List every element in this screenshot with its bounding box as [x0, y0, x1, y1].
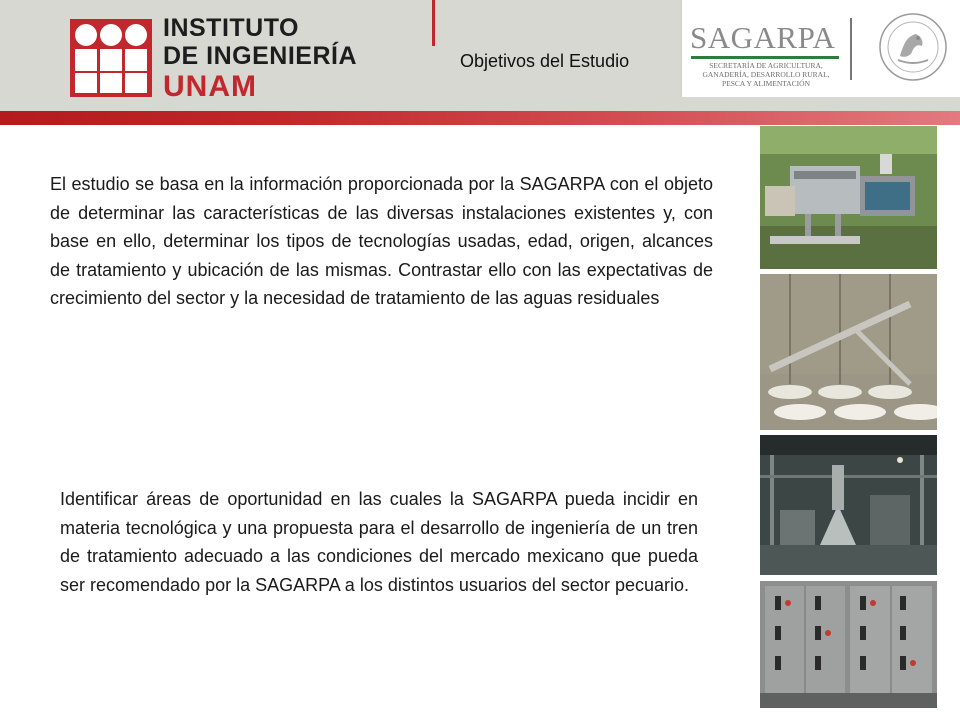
indoor-tanks-photo [760, 435, 937, 575]
sagarpa-name: SAGARPA [690, 20, 836, 55]
institute-name-line1: INSTITUTO [163, 14, 299, 42]
logo-circle [75, 24, 97, 46]
logo-square [100, 49, 122, 71]
sagarpa-separator [850, 18, 852, 80]
logo-square [75, 49, 97, 71]
institute-name-line3: UNAM [163, 70, 257, 103]
logo-circle [100, 24, 122, 46]
logo-square [125, 73, 147, 93]
logo-circle [125, 24, 147, 46]
control-panel-photo [760, 581, 937, 708]
header-band [0, 0, 960, 111]
header-divider [432, 0, 435, 46]
header-red-strip [0, 111, 960, 125]
treatment-plant-photo [760, 126, 937, 269]
logo-square [125, 49, 147, 71]
sagarpa-green-rule [691, 56, 839, 59]
sagarpa-subtitle: SECRETARÍA DE AGRICULTURA, GANADERÍA, DESARROLLO RURAL, PESCA Y ALIMENTACIÓN [702, 61, 830, 88]
unam-logo-mark [70, 19, 152, 97]
aerator-pipes-photo [760, 274, 937, 430]
sagarpa-logo [681, 0, 960, 97]
mexico-seal-icon [878, 12, 948, 82]
logo-square [75, 73, 97, 93]
page-title: Objetivos del Estudio [460, 51, 630, 71]
institute-name-line2: DE INGENIERÍA [163, 42, 358, 70]
logo-square [100, 73, 122, 93]
objective-paragraph-2: Identificar áreas de oportunidad en las cuales la SAGARPA pueda incidir en materia tecnológica y una propuesta para el desarrollo de ingeniería de un tren de tratamiento adecuado a las condiciones del mercado mexicano que pueda ser recomendado por la SAGARPA a los distintos usuarios del sector pecuario. [60, 489, 698, 595]
objective-paragraph-1: El estudio se basa en la información proporcionada por la SAGARPA con el objeto de determinar las características de las diversas instalaciones existentes y, con base en ello, determinar los tipos de tecnologías usadas, edad, origen, alcances de tratamiento y ubicación de las mismas. Contrastar ello con las expectativas de crecimiento del sector y la necesidad de tratamiento de las aguas residuales [50, 174, 713, 308]
